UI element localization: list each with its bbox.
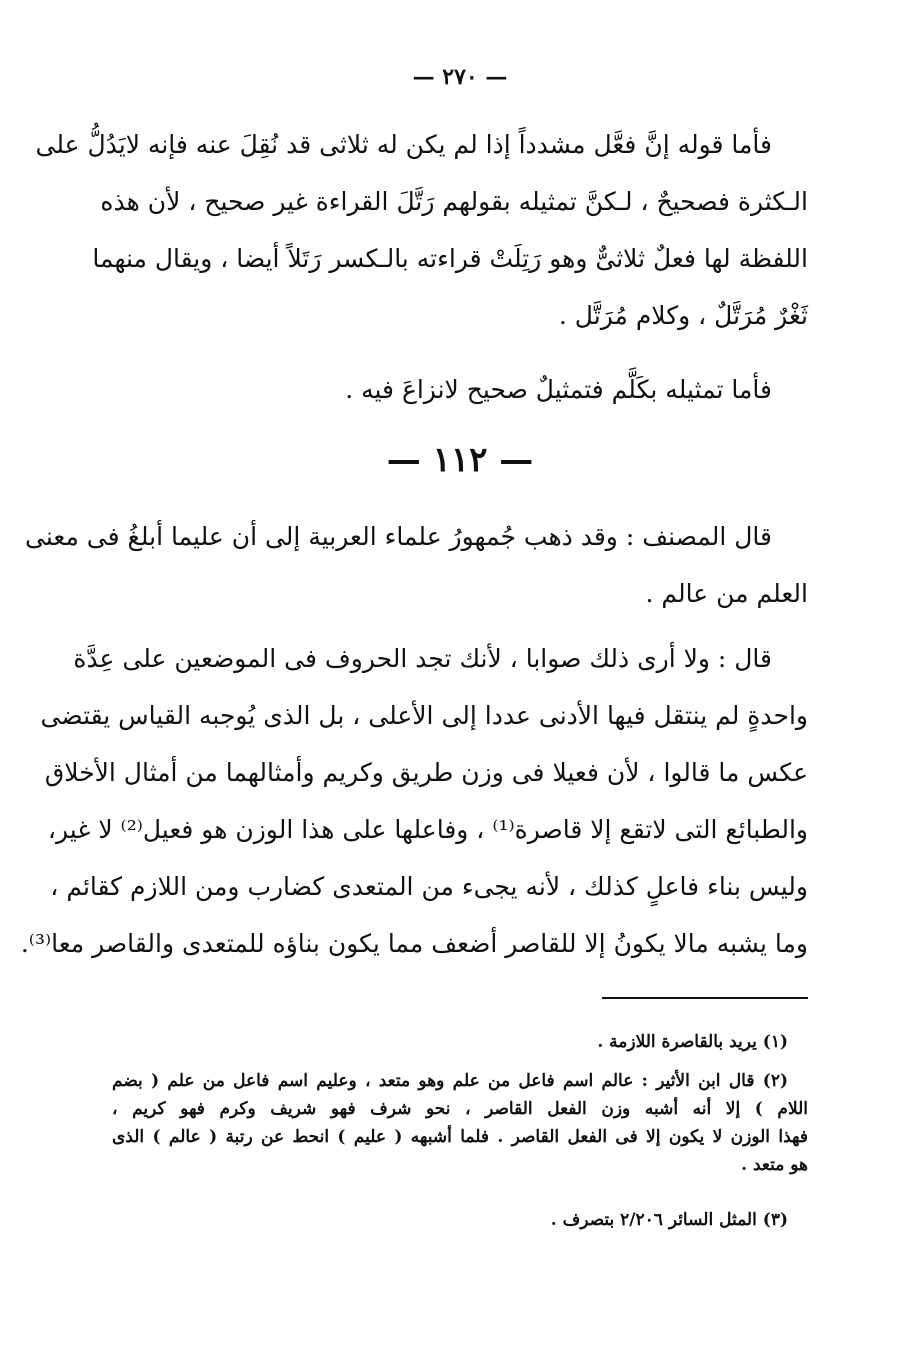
footnote-1 (112, 1028, 808, 1056)
paragraph-line: فأما قوله إنَّ فعَّل مشدداً إذا لم يكن له ثلاثى قد نُقِلَ عنه فإنه لايَدُلُّ على (35, 130, 772, 159)
footnote-line: فهذا الوزن لا يكون إلا فى الفعل القاصر . فلما أشبهه ( عليم ) انحط عن رتبة ( عالم ) الذى (112, 1127, 808, 1147)
paragraph-line: اللفظة لها فعلٌ ثلاثىٌّ وهو رَتِلَتْ قراءته بالـكسر رَتَلاً أيضا ، ويقال منهما (92, 244, 808, 273)
paragraph-line: وما يشبه مالا يكونُ إلا للقاصر أضعف مما يكون بناؤه للمتعدى والقاصر معا⁽³⁾. (20, 929, 808, 958)
footnote-line: هو متعد . (741, 1155, 808, 1175)
paragraph-1 (35, 116, 808, 344)
paragraph-line: العلم من عالم . (645, 579, 808, 608)
paragraph-line: قال المصنف : وقد ذهب جُمهورُ علماء العربية إلى أن عليما أبلغُ فى معنى (25, 522, 772, 551)
paragraph-line: واحدةٍ لم ينتقل فيها الأدنى عددا إلى الأعلى ، بل الذى يُوجبه القياس يقتضى (40, 701, 808, 730)
paragraph-line: عكس ما قالوا ، لأن فعيلا فى وزن طريق وكريم وأمثالهما من أمثال الأخلاق (44, 758, 808, 787)
footnote-line: (١) يريد بالقاصرة اللازمة . (597, 1032, 788, 1052)
section-number: — ١١٢ — (386, 440, 534, 480)
paragraph-line: والطبائع التى لاتقع إلا قاصرة⁽¹⁾ ، وفاعلها على هذا الوزن هو فعيل⁽²⁾ لا غير، (47, 815, 808, 844)
footnote-line: اللام ) إلا أنه أشبه وزن الفعل القاصر ، نحو شرف فهو شريف وكرم فهو كريم ، (112, 1099, 808, 1119)
footnote-divider (602, 997, 808, 999)
paragraph-line: قال : ولا أرى ذلك صوابا ، لأنك تجد الحروف فى الموضعين على عِدَّة (73, 644, 772, 673)
paragraph-line: ثَغْرٌ مُرَتَّلٌ ، وكلام مُرَتَّل . (558, 301, 808, 330)
paragraph-4 (20, 630, 808, 972)
paragraph-line: الـكثرة فصحيحٌ ، لـكنَّ تمثيله بقولهم رَتَّلَ القراءة غير صحيح ، لأن هذه (100, 187, 808, 216)
footnote-line: (٣) المثل السائر ٢/٢٠٦ بتصرف . (550, 1210, 788, 1230)
footnote-line: (٢) قال ابن الأثير : عالم اسم فاعل من علم وهو متعد ، وعليم اسم فاعل من علم ( بضم (112, 1071, 788, 1091)
footnote-2 (112, 1067, 808, 1179)
footnote-3 (112, 1206, 808, 1234)
paragraph-3 (25, 508, 808, 622)
paragraph-line: وليس بناء فاعلٍ كذلك ، لأنه يجىء من المتعدى كضارب ومن اللازم كقائم ، (50, 872, 808, 901)
paragraph-2 (112, 361, 808, 418)
page-number: — ٢٧٠ — (412, 64, 508, 90)
paragraph-line: فأما تمثيله بكَلَّم فتمثيلٌ صحيح لانزاعَ فيه . (345, 375, 772, 404)
